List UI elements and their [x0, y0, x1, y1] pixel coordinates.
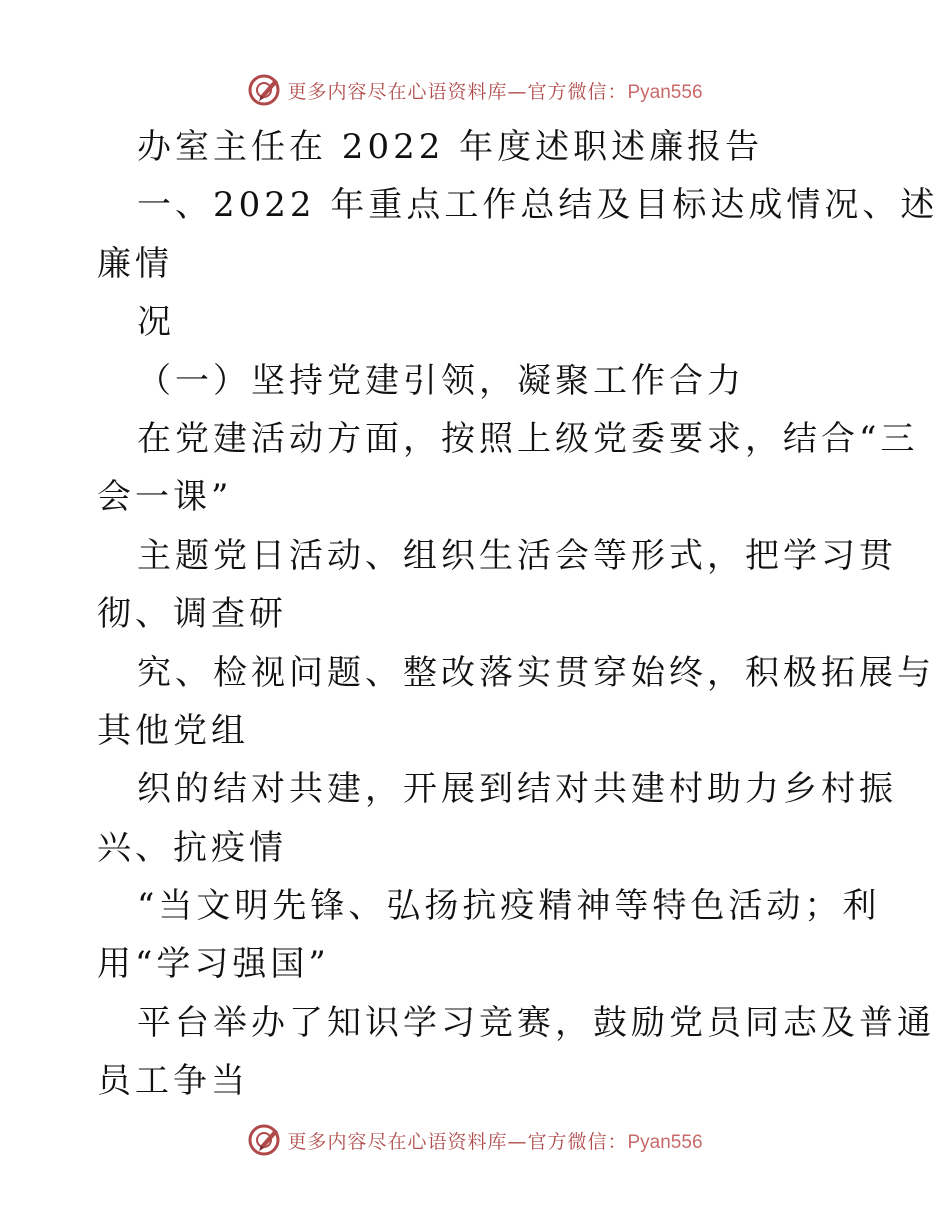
text-line: 在党建活动方面，按照上级党委要求，结合“三	[137, 418, 919, 459]
watermark-handle: Pyan556	[627, 81, 703, 103]
text-line: 用“学习强国”	[97, 944, 330, 985]
text-line: 一、2022 年重点工作总结及目标达成情况、述	[137, 185, 939, 226]
text-line: 况	[137, 302, 175, 343]
footer-watermark	[0, 1120, 950, 1160]
text-line: （一）坚持党建引领，凝聚工作合力	[137, 360, 745, 401]
pen-logo-icon	[247, 1123, 281, 1157]
watermark-text	[287, 77, 702, 104]
watermark-separator: —	[507, 1130, 528, 1153]
text-line: “当文明先锋、弘扬抗疫精神等特色活动；利	[137, 886, 881, 927]
text-line: 兴、抗疫情	[97, 827, 287, 868]
text-line: 会一课”	[97, 477, 233, 518]
text-line: 其他党组	[97, 710, 249, 751]
watermark-slogan: 更多内容尽在心语资料库	[287, 80, 508, 103]
text-line: 平台举办了知识学习竞赛，鼓励党员同志及普通	[137, 1002, 935, 1043]
watermark-handle: Pyan556	[627, 1131, 703, 1153]
text-line: 织的结对共建，开展到结对共建村助力乡村振	[137, 769, 897, 810]
watermark-text	[287, 1127, 702, 1154]
text-line: 彻、调查研	[97, 594, 287, 635]
text-line: 主题党日活动、组织生活会等形式，把学习贯	[137, 535, 897, 576]
text-line: 员工争当	[97, 1061, 249, 1102]
text-line: 办室主任在 2022 年度述职述廉报告	[137, 127, 764, 167]
watermark-separator: —	[507, 80, 528, 103]
header-watermark	[0, 70, 950, 110]
watermark-slogan: 更多内容尽在心语资料库	[287, 1130, 508, 1153]
text-line: 廉情	[97, 243, 173, 284]
pen-logo-icon	[247, 73, 281, 107]
watermark-wechat-label: 官方微信：	[527, 80, 628, 103]
document-body	[97, 118, 939, 1111]
watermark-wechat-label: 官方微信：	[527, 1130, 628, 1153]
text-line: 究、检视问题、整改落实贯穿始终，积极拓展与	[137, 652, 935, 693]
